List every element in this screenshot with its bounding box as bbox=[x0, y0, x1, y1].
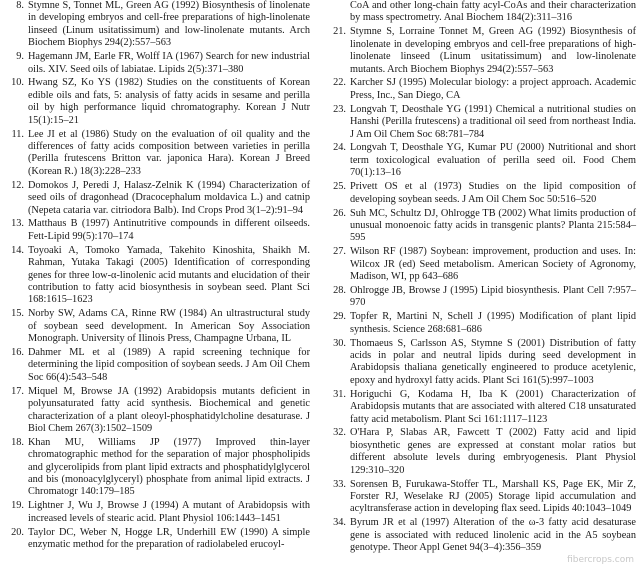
reference-number: 9. bbox=[16, 51, 24, 63]
reference-text: Hagemann JM, Earle FR, Wolff IA (1967) Search for new industrial oils. XIV. Seed oils of labiatae. Lipids 2(5):371–380 bbox=[28, 51, 310, 75]
reference-item bbox=[326, 427, 636, 477]
reference-text: Norby SW, Adams CA, Rinne RW (1984) An ultrastructural study of soybean seed development. In American Soy Association Monograph. University of Ilinois Press, Champagne Urbana, IL bbox=[28, 308, 310, 345]
reference-text: Hwang SZ, Ko YS (1982) Studies on the constituents of Korean edible oils and fats, 5: analysis of fatty acids in sesame and perilla oil by high performance liquid chromatography. Korean J Nutr 15(1):15–21 bbox=[28, 77, 310, 126]
reference-number: 8. bbox=[16, 0, 24, 11]
reference-number: 25. bbox=[333, 181, 346, 193]
reference-number: 19. bbox=[11, 500, 24, 512]
reference-text: Lee JI et al (1986) Study on the evaluation of oil quality and the differences of fatty acids composition between varieties in perilla (Perilla frutescens Britton var. japonica Hara). Korean J Breed (Korean R.) 18(3):228–233 bbox=[28, 128, 310, 177]
reference-item bbox=[326, 104, 636, 141]
reference-text: Stymne S, Lorraine Tonnet M, Green AG (1992) Biosynthesis of linolenate in developing embryos and cell-free preparations of high-linolenate linseed (Linum usitatissimum) and low-linolenate mutants. Arch Biochem Biophys 294(2):557–563 bbox=[350, 26, 636, 75]
reference-number: 31. bbox=[333, 388, 346, 400]
reference-text: Horiguchi G, Kodama H, Iba K (2001) Characterization of Arabidopsis mutants that are associated with altered C18 unsaturated fatty acid metabolism. Plant Sci 161:1117–1123 bbox=[350, 388, 636, 425]
reference-text: Karcher SJ (1995) Molecular biology: a project approach. Academic Press, Inc., San Diego, CA bbox=[350, 77, 636, 101]
reference-number: 20. bbox=[11, 526, 24, 538]
reference-number: 33. bbox=[333, 478, 346, 490]
reference-number: 22. bbox=[333, 77, 346, 89]
reference-number: 29. bbox=[333, 311, 346, 323]
reference-item bbox=[326, 77, 636, 102]
reference-continuation: CoA and other long-chain fatty acyl-CoAs and their characterization by mass spectrometry. Anal Biochem 184(2):311–316 bbox=[350, 0, 636, 24]
reference-text: Suh MC, Schultz DJ, Ohlrogge TB (2002) What limits production of unusual monoenoic fatty acids in transgenic plants? Planta 215:584–595 bbox=[350, 207, 636, 244]
reference-item bbox=[4, 0, 310, 50]
reference-item bbox=[4, 129, 310, 179]
reference-number: 21. bbox=[333, 26, 346, 38]
watermark: fibercrops.com bbox=[567, 555, 634, 565]
references-left-column bbox=[4, 0, 310, 553]
reference-item bbox=[4, 527, 310, 552]
reference-text: Toyoaki A, Tomoko Yamada, Takehito Kinoshita, Shaikh M. Rahman, Yutaka Takagi (2005) Identification of corresponding genes for three low-α-linolenic acid mutants and elucidation of their contribution to fatty acid biosynthesis in soybean seed. Plant Sci 168:1615–1623 bbox=[28, 244, 310, 306]
reference-text: Thomaeus S, Carlsson AS, Stymne S (2001) Distribution of fatty acids in polar and neutral lipids during seed development in Arabidopsis thaliana genetically engineered to produce acetylenic, epoxy and hydroxyl fatty acids. Plant Sci 161(5):997–1003 bbox=[350, 337, 636, 386]
reference-item bbox=[326, 208, 636, 245]
reference-number: 28. bbox=[333, 284, 346, 296]
reference-number: 32. bbox=[333, 427, 346, 439]
reference-text: Topfer R, Martini N, Schell J (1995) Modification of plant lipid synthesis. Science 268:681–686 bbox=[350, 311, 636, 335]
reference-item bbox=[326, 26, 636, 76]
reference-text: Privett OS et al (1973) Studies on the lipid composition of developing soybean seeds. J Am Oil Chem Soc 50:516–520 bbox=[350, 181, 636, 205]
reference-item bbox=[326, 142, 636, 179]
reference-number: 15. bbox=[11, 308, 24, 320]
reference-item bbox=[4, 500, 310, 525]
reference-number: 10. bbox=[11, 77, 24, 89]
reference-number: 17. bbox=[11, 385, 24, 397]
reference-text: Longvah T, Deosthale YG, Kumar PU (2000) Nutritional and short term toxicological evaluation of perilla seed oil. Food Chem 70(1):13–16 bbox=[350, 142, 636, 179]
reference-item bbox=[4, 347, 310, 384]
reference-number: 16. bbox=[11, 346, 24, 358]
reference-text: Matthaus B (1997) Antinutritive compounds in different oilseeds. Fett-Lipid 99(5):170–174 bbox=[28, 218, 310, 242]
reference-item bbox=[4, 437, 310, 499]
reference-item bbox=[4, 180, 310, 217]
reference-number: 24. bbox=[333, 142, 346, 154]
reference-text: Domokos J, Peredi J, Halasz-Zelnik K (1994) Characterization of seed oils of dragonhead (Dracocephalum moldavica L.) and catnip (Nepeta cataria var. citriodora Balb). Ind Crops Prod 3(1–2):91–94 bbox=[28, 179, 310, 216]
reference-text: O'Hara P, Slabas AR, Fawcett T (2002) Fatty acid and lipid biosynthetic genes are expressed at constant molar ratios but different absolute levels during embryogenesis. Plant Physiol 129:310–320 bbox=[350, 427, 636, 476]
reference-item bbox=[4, 386, 310, 436]
reference-item bbox=[326, 389, 636, 426]
reference-text: Sorensen B, Furukawa-Stoffer TL, Marshall KS, Page EK, Mir Z, Forster RJ, Weselake RJ (2005) Storage lipid accumulation and acyltransferase action in developing flax seed. Lipids 40:1043–1049 bbox=[350, 478, 636, 515]
reference-text: Byrum JR et al (1997) Alteration of the ω-3 fatty acid desaturase gene is associated with reduced linolenic acid in the A5 soybean genotype. Theor Appl Genet 94(3–4):356–359 bbox=[350, 517, 636, 554]
reference-number: 34. bbox=[333, 517, 346, 529]
reference-item bbox=[326, 246, 636, 283]
reference-item bbox=[4, 308, 310, 345]
reference-text: Dahmer ML et al (1989) A rapid screening technique for determining the lipid composition of soybean seeds. J Am Oil Chem Soc 66(4):543–548 bbox=[28, 346, 310, 383]
reference-number: 30. bbox=[333, 337, 346, 349]
reference-text: Lightner J, Wu J, Browse J (1994) A mutant of Arabidopsis with increased levels of stearic acid. Plant Physiol 106:1443–1451 bbox=[28, 500, 310, 524]
reference-item bbox=[4, 77, 310, 127]
reference-item bbox=[326, 479, 636, 516]
references-right-column bbox=[326, 0, 636, 556]
reference-number: 11. bbox=[11, 128, 24, 140]
reference-number: 27. bbox=[333, 246, 346, 258]
reference-number: 26. bbox=[333, 207, 346, 219]
reference-text: Stymne S, Tonnet ML, Green AG (1992) Biosynthesis of linolenate in developing embryos and cell-free preparations of high-linolenate linseed (Linum usitatissimum) and low-linolenate mutants. Arch Biochem Biophys 294(2):557–563 bbox=[28, 0, 310, 49]
reference-text: Khan MU, Williams JP (1977) Improved thin-layer chromatographic method for the separation of major phospholipids and glycerolipids from plant lipid extracts and phosphatidylglycerol and bis (monoacylglyceryl) phosphate from animal lipid extracts. J Chromatogr 140:179–185 bbox=[28, 436, 310, 498]
reference-number: 12. bbox=[11, 179, 24, 191]
reference-item bbox=[326, 181, 636, 206]
reference-number: 13. bbox=[11, 218, 24, 230]
reference-number: 18. bbox=[11, 436, 24, 448]
reference-text: Miquel M, Browse JA (1992) Arabidopsis mutants deficient in polyunsaturated fatty acid synthesis. Biochemical and genetic characterization of a plant oleoyl-phosphatidylcholine desaturase. J Biol Chem 267(3):1502–1509 bbox=[28, 385, 310, 434]
reference-item bbox=[326, 311, 636, 336]
reference-text: Ohlrogge JB, Browse J (1995) Lipid biosynthesis. Plant Cell 7:957–970 bbox=[350, 284, 636, 309]
reference-number: 23. bbox=[333, 103, 346, 115]
reference-item bbox=[326, 517, 636, 554]
reference-item bbox=[4, 218, 310, 243]
reference-number: 14. bbox=[11, 244, 24, 256]
reference-item bbox=[326, 338, 636, 388]
reference-item bbox=[326, 285, 636, 310]
reference-item bbox=[4, 245, 310, 307]
reference-text: Longvah T, Deosthale YG (1991) Chemical a nutritional studies on Hanshi (Perilla frutescens) a traditional oil seed from northeast India. J Am Oil Chem Soc 68:781–784 bbox=[350, 103, 636, 140]
reference-text: Wilson RF (1987) Soybean: improvement, production and uses. In: Wilcox JR (ed) Seed metabolism. American Society of Agronomy, Madison, WI, pp 643–686 bbox=[350, 246, 636, 283]
reference-item bbox=[4, 51, 310, 76]
reference-text: Taylor DC, Weber N, Hogge LR, Underhill EW (1990) A simple enzymatic method for the preparation of radiolabeled erucoyl- bbox=[28, 526, 310, 551]
